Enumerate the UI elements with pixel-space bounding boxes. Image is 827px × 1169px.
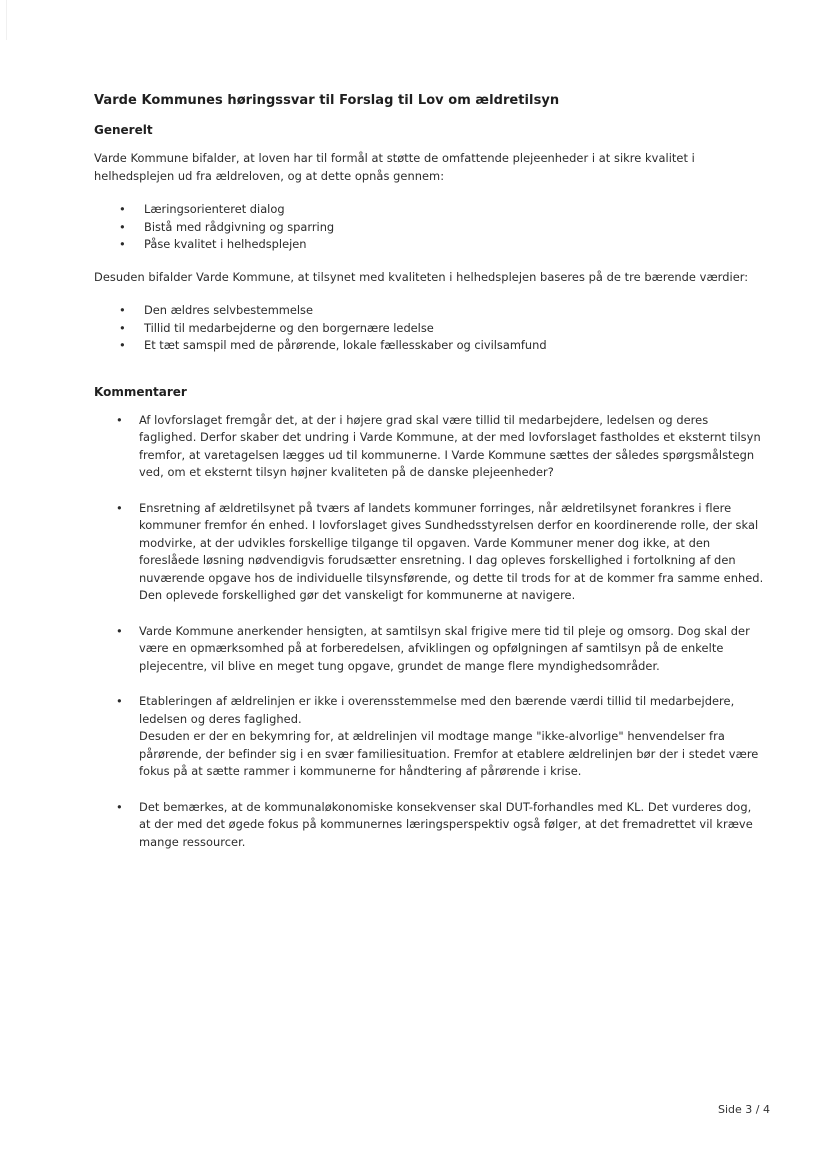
comment-text: • Det bemærkes, at de kommunaløkonomiske konsekvenser skal DUT-forhandles med KL. Det vurderes dog, at der med det øgede fokus på kommunernes læringsperspektiv også følger, at det fremadrettet vil kræve mange ressourcer. [139, 799, 753, 849]
list-item-value: • Tillid til medarbejderne og den borgernære ledelse [94, 320, 764, 338]
comment-item [94, 693, 764, 781]
comment-item [94, 799, 764, 852]
general-intro-paragraph: Varde Kommune bifalder, at loven har til formål at støtte de omfattende plejeenheder i at sikre kvalitet i helhedsplejen ud fra ældreloven, og at dette opnås gennem: [94, 151, 695, 183]
comment-item [94, 623, 764, 676]
purpose-list [94, 201, 764, 254]
page-number: Side 3 / 4 [718, 1103, 770, 1116]
comment-item [94, 412, 764, 482]
list-item-purpose: • Bistå med rådgivning og sparring [94, 219, 764, 237]
comment-text: • Ensretning af ældretilsynet på tværs af landets kommuner forringes, når ældretilsynet forankres i flere kommuner fremfor én enhed. I lovforslaget gives Sundhedsstyrelsen derfor en koordinerende rolle, der skal modvirke, at der udvikles forskellige tilgange til opgaven. Varde Kommuner mener dog ikke, at den foreslåede løsning nødvendigvis forudsætter ensretning. I dag opleves forskellighed i fortolkning af den nuværende opgave hos de individuelle tilsynsførende, og dette til trods for at de kommer fra samme enhed. Den oplevede forskellighed gør det vanskeligt for kommunerne at navigere. [139, 500, 764, 602]
values-list [94, 302, 764, 355]
document-title: Varde Kommunes høringssvar til Forslag til Lov om ældretilsyn [94, 93, 560, 108]
comment-item [94, 500, 764, 605]
document-content [94, 92, 764, 869]
list-item-value: • Den ældres selvbestemmelse [94, 302, 764, 320]
list-item-value: • Et tæt samspil med de pårørende, lokale fællesskaber og civilsamfund [94, 337, 764, 355]
values-intro-paragraph: Desuden bifalder Varde Kommune, at tilsynet med kvaliteten i helhedsplejen baseres på de tre bærende værdier: [94, 269, 749, 284]
scan-edge-mark [6, 0, 7, 40]
section-spacer [94, 370, 764, 384]
comment-text: • Varde Kommune anerkender hensigten, at samtilsyn skal frigive mere tid til pleje og omsorg. Dog skal der være en opmærksomhed på at forberedelsen, afviklingen og opfølgningen af samtilsyn på de enkelte plejecentre, vil blive en meget tung opgave, grundet de mange flere myndighedsområder. [139, 623, 750, 673]
comment-text: • Af lovforslaget fremgår det, at der i højere grad skal være tillid til medarbejdere, ledelsen og deres faglighed. Derfor skaber det undring i Varde Kommune, at der med lovforslaget fastholdes et eksternt tilsyn fremfor, at varetagelsen lægges ud til kommunerne. I Varde Kommune sættes der således spørgsmålstegn ved, om et eksternt tilsyn højner kvaliteten på de danske plejeenheder? [139, 412, 761, 479]
comment-list [94, 412, 764, 852]
list-item-purpose: • Påse kvalitet i helhedsplejen [94, 236, 764, 254]
section-heading-comments: Kommentarer [94, 384, 187, 399]
comment-text: Desuden er der en bekymring for, at ældrelinjen vil modtage mange "ikke-alvorlige" henvendelser fra pårørende, der befinder sig i en svær familiesituation. Fremfor at etablere ældrelinjen bør der i stedet være fokus på at sætte rammer i kommunerne for håndtering af pårørende i krise. [139, 729, 759, 778]
comment-text: • Etableringen af ældrelinjen er ikke i overensstemmelse med den bærende værdi tillid til medarbejdere, ledelsen og deres faglighed. [139, 694, 735, 726]
section-heading-general: Generelt [94, 123, 153, 137]
list-item-purpose: • Læringsorienteret dialog [94, 201, 764, 219]
